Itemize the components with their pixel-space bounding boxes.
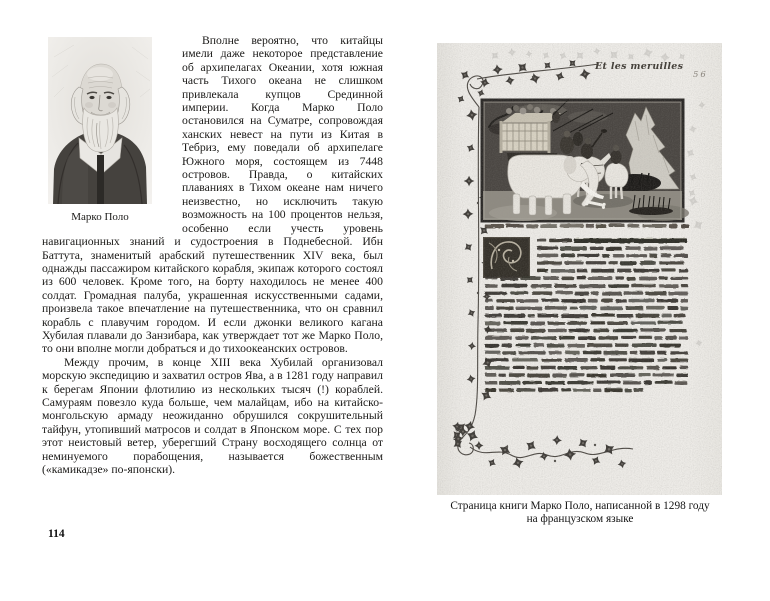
marco-polo-portrait-image — [48, 37, 152, 204]
portrait-caption: Марко Поло — [71, 211, 129, 223]
manuscript-scan — [437, 43, 722, 495]
paper-grain — [437, 43, 722, 495]
manuscript-caption: Страница книги Марко Поло, написанной в 1298 году на французском языке — [450, 500, 710, 525]
left-page — [42, 34, 383, 476]
body-paragraph-1: Вполне вероятно, что китайцы имели даже некоторое представление об архипелагах Океании, хотя южная часть Тихого океана не слишком привлекала купцов Срединной империи. Когда Марко Поло остановился на Суматре, сопровождая ханских невест на пути из Китая в Тебриз, ему поведали об архипелаге Южного моря, состоящем из 7448 островов. Правда, о китайских плаваниях в Тихом океане нам ничего неизвестно, но исключить такую возможность на 100 процентов нельзя, особенно если учесть уровень навигационных знаний и судостроения в Поднебесной. Ибн Баттута, знаменитый арабский путешественник XIV века, был однажды пассажиром китайского корабля, экипаж которого состоял из 600 человек. Кроме того, на борту находилось не менее 400 солдат. Громадная палуба, украшенная искусственными садами, произвела такое впечатление на путешественника, что он сравнил корабль с плавучим городом. И если джонки великого кагана Хубилая плавали до Занзибара, как утверждает тот же Марко Поло, то они вполне могли добраться и до тихоокеанских островов. — [42, 34, 383, 356]
portrait-figure — [48, 37, 152, 224]
manuscript-artwork — [437, 43, 722, 495]
folio-number: 56 — [693, 70, 708, 80]
page-number: 114 — [48, 528, 65, 540]
body-paragraph-2: Между прочим, в конце XIII века Хубилай организовал морскую экспедицию и захватил остров Ява, а в 1281 году направил к берегам Японии флотилию из нескольких тысяч (!) кораблей. Самураям повезло куда больше, чем малайцам, ибо на китайско-монгольскую армаду неожиданно обрушился сокрушительный тайфун, утопивший матросов и солдат в Японском море. С тех пор этот неистовый ветер, уберегший Страну восходящего солнца от неминуемого порабощения, называется божественным («камикадзе» по-японски). — [42, 355, 383, 476]
manuscript-heading: Et les meruilles — [595, 61, 684, 72]
